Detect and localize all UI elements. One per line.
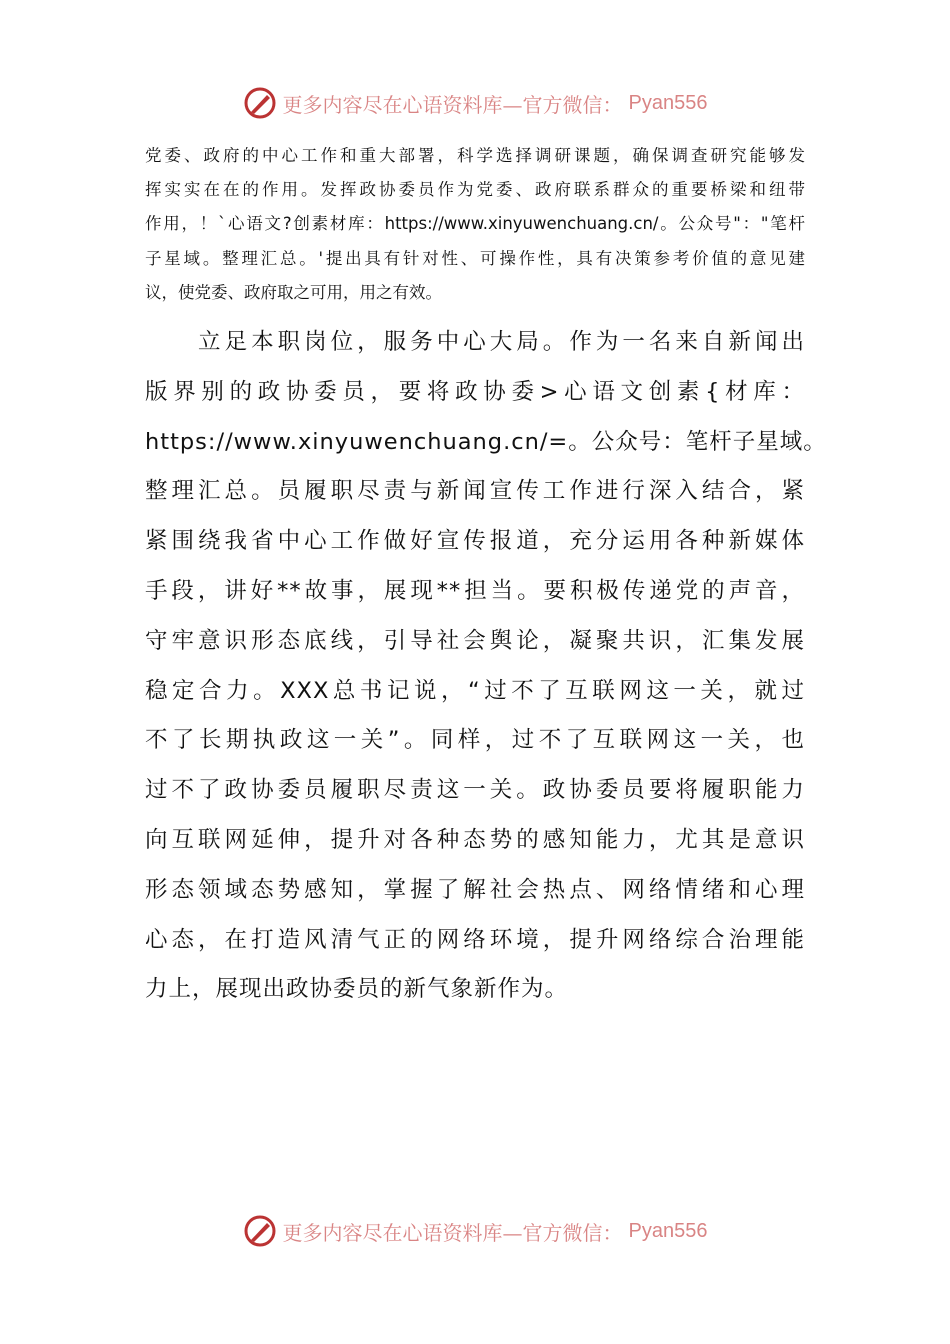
footer-watermark [0,1214,950,1248]
text-line: 力上，展现出政协委员的新气象新作为。 [145,976,569,1003]
watermark-text: 更多内容尽在心语资料库—官方微信： [282,1220,623,1245]
pen-logo-icon [243,1214,277,1248]
header-watermark [0,86,950,120]
text-line: https://www.xinyuwenchuang.cn/=。公众号：笔杆子星域。 [145,428,827,455]
text-line: 不了长期执政这一关”。同样，过不了互联网这一关，也 [145,727,805,754]
text-line: 议，使党委、政府取之可用，用之有效。 [145,282,442,302]
text-line: 手段，讲好**故事，展现**担当。要积极传递党的声音， [145,578,805,604]
text-line: 心态，在打造风清气正的网络环境，提升网络综合治理能 [145,926,805,953]
text-line: 作用，！`心语文?创素材库：https://www.xinyuwenchuang.cn/。公众号"："笔杆 [145,214,805,234]
text-line: 形态领域态势感知，掌握了解社会热点、网络情绪和心理 [145,876,805,903]
text-line: 守牢意识形态底线，引导社会舆论，凝聚共识，汇集发展 [145,627,805,654]
text-line: 稳定合力。XXX总书记说，“过不了互联网这一关，就过 [145,677,805,704]
text-line: 挥实实在在的作用。发挥政协委员作为党委、政府联系群众的重要桥梁和纽带 [145,180,805,200]
wechat-id: Pyan556 [628,1219,708,1242]
wechat-id: Pyan556 [628,91,708,114]
watermark-text: 更多内容尽在心语资料库—官方微信： [282,92,623,117]
text-line: 过不了政协委员履职尽责这一关。政协委员要将履职能力 [145,777,805,804]
text-line: 整理汇总。员履职尽责与新闻宣传工作进行深入结合，紧 [145,478,805,505]
text-line: 紧围绕我省中心工作做好宣传报道，充分运用各种新媒体 [145,528,805,555]
pen-logo-icon [243,86,277,120]
text-line: 子星域。整理汇总。'提出具有针对性、可操作性，具有决策参考价值的意见建 [145,248,805,268]
text-line: 党委、政府的中心工作和重大部署，科学选择调研课题，确保调查研究能够发 [145,146,805,165]
text-line: 版界别的政协委员，要将政协委>心语文创素{材库： [145,378,805,405]
text-line: 立足本职岗位，服务中心大局。作为一名来自新闻出 [145,329,805,355]
text-line: 向互联网延伸，提升对各种态势的感知能力，尤其是意识 [145,827,805,853]
